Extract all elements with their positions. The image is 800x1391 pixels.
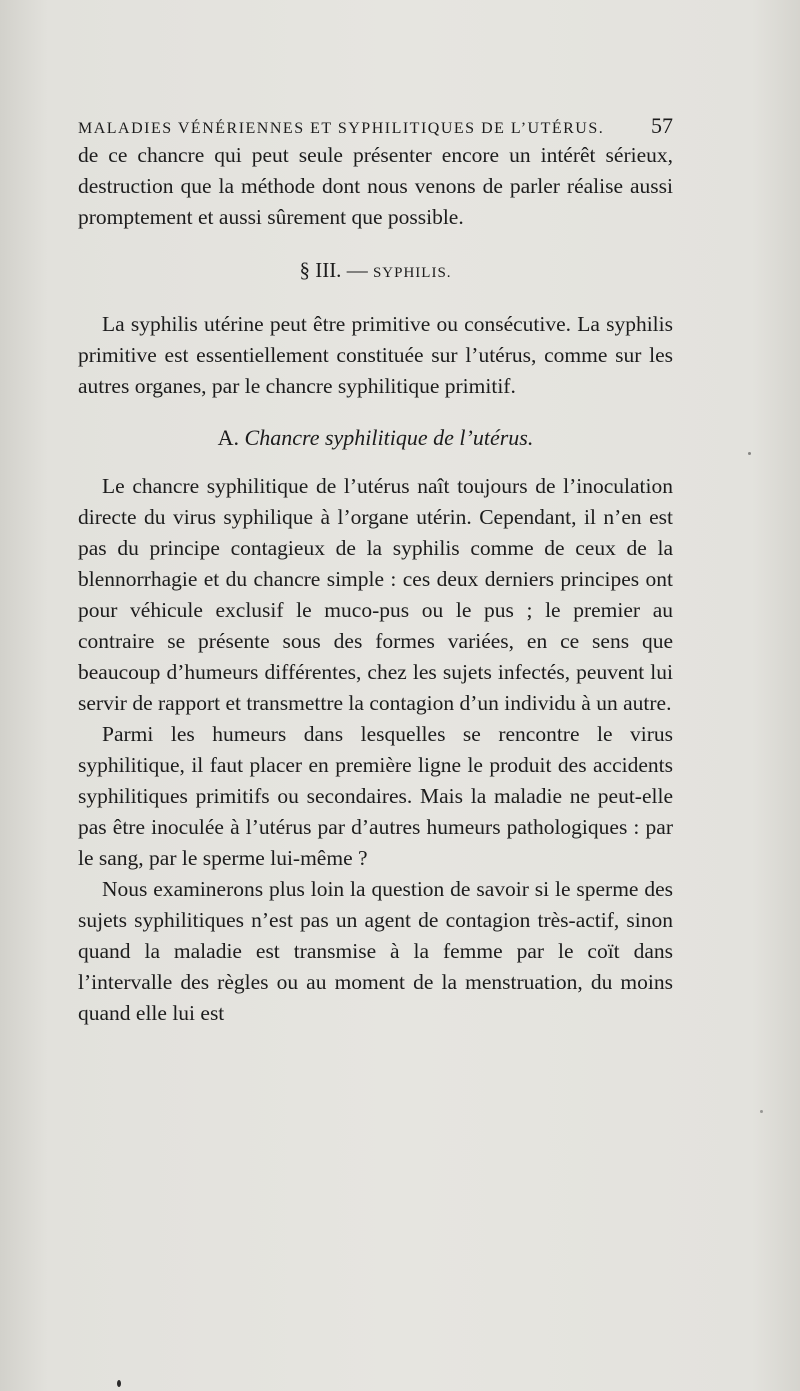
paragraph-3: Le chancre syphilitique de l’utérus naît toujours de l’inoculation directe du virus syphilique à l’organe utérin. Cependant, il n’en est pas du principe contagieux de la syphilis comme de ceux de la blennorrhagie et du chancre simple : ces deux derniers principes ont pour véhicule exclusif le muco-pus ou le pus ; le premier au contraire se présente sous des formes variées, en ce sens que beaucoup d’humeurs différentes, chez les sujets infectés, peuvent lui servir de rapport et transmettre la contagion d’un individu à un autre. <box>78 474 673 715</box>
subsection-heading <box>78 422 673 453</box>
paragraph-5: Nous examinerons plus loin la question de savoir si le sperme des sujets syphilitiques n’est pas un agent de contagion très-actif, sinon quand la maladie est transmise à la femme par le coït dans l’intervalle des règles ou au moment de la menstruation, du moins quand elle lui est <box>78 877 673 1025</box>
running-title: MALADIES VÉNÉRIENNES ET SYPHILITIQUES DE L’UTÉRUS. <box>78 120 605 137</box>
page-number: 57 <box>651 113 673 138</box>
paragraph-4: Parmi les humeurs dans lesquelles se rencontre le virus syphilitique, il faut placer en première ligne le produit des accidents syphilitiques primitifs ou secondaires. Mais la maladie ne peut-elle pas être inoculée à l’utérus par d’autres humeurs pathologiques : par le sang, par le sperme lui-même ? <box>78 722 673 870</box>
ink-speck <box>748 452 751 455</box>
subsection-title: Chancre syphilitique de l’utérus. <box>244 425 534 450</box>
section-title: SYPHILIS. <box>372 265 452 281</box>
paragraph-2: La syphilis utérine peut être primitive ou consécutive. La syphilis primitive est essentiellement constituée sur l’utérus, comme sur les autres organes, par le chancre syphilitique primitif. <box>78 312 673 398</box>
section-heading <box>78 255 673 289</box>
subsection-letter: A. <box>217 425 245 450</box>
section-symbol: § III. <box>299 258 342 282</box>
ink-speck <box>117 1380 121 1387</box>
paragraph-1: de ce chancre qui peut seule présenter encore un intérêt sérieux, destruction que la méthode dont nous venons de parler réalise aussi promptement et aussi sûrement que possible. <box>78 143 673 229</box>
text-block <box>78 112 673 1029</box>
section-dash: — <box>341 258 373 282</box>
ink-speck <box>760 1110 763 1113</box>
running-head <box>78 112 673 140</box>
